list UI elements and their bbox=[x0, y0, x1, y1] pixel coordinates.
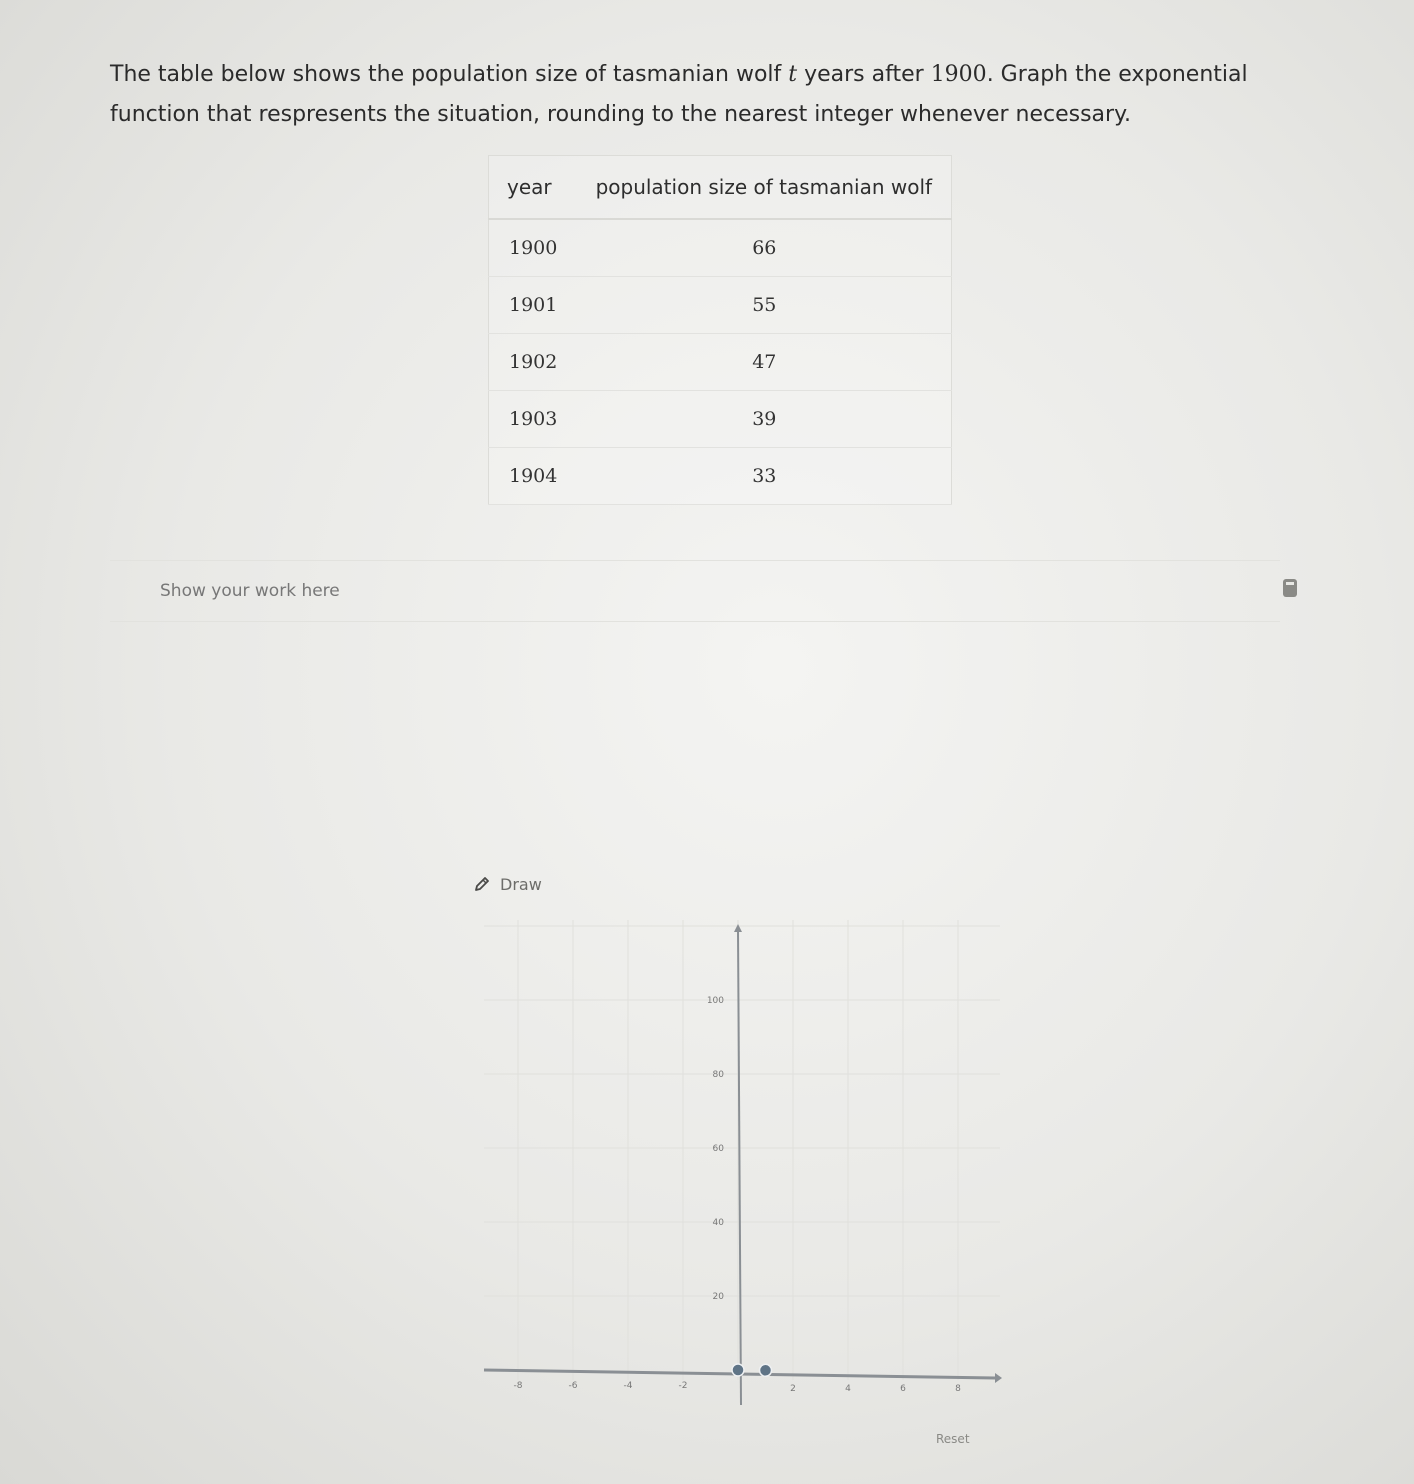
calculator-icon[interactable] bbox=[1283, 579, 1297, 597]
x-tick-label: -4 bbox=[623, 1381, 633, 1391]
cell-population: 55 bbox=[578, 277, 952, 334]
table-row bbox=[489, 277, 952, 334]
graph-area[interactable] bbox=[470, 910, 1030, 1420]
grid-lines bbox=[484, 920, 1000, 1380]
y-tick-label: 20 bbox=[712, 1292, 724, 1302]
y-tick-labels bbox=[707, 996, 724, 1302]
header-population: population size of tasmanian wolf bbox=[578, 156, 952, 220]
cell-population: 47 bbox=[578, 334, 952, 391]
x-tick-label: -8 bbox=[513, 1381, 523, 1391]
cell-population: 33 bbox=[578, 448, 952, 505]
x-tick-label: -6 bbox=[568, 1381, 578, 1391]
table-row bbox=[489, 448, 952, 505]
cell-year: 1901 bbox=[489, 277, 578, 334]
cell-year: 1902 bbox=[489, 334, 578, 391]
axes bbox=[484, 924, 1002, 1405]
x-tick-label: 2 bbox=[790, 1384, 796, 1394]
population-table bbox=[488, 155, 952, 505]
plotted-point[interactable] bbox=[732, 1364, 744, 1376]
coordinate-grid[interactable] bbox=[470, 910, 1030, 1420]
x-tick-labels bbox=[514, 1381, 962, 1394]
question-text bbox=[110, 55, 1290, 135]
header-year: year bbox=[489, 156, 578, 220]
plotted-point[interactable] bbox=[760, 1364, 772, 1376]
y-tick-label: 80 bbox=[712, 1070, 724, 1080]
pencil-icon bbox=[472, 874, 492, 894]
y-tick-label: 100 bbox=[706, 996, 724, 1006]
work-label: Show your work here bbox=[160, 581, 340, 601]
question-part-1: The table below shows the population size of tasmanian wolf bbox=[110, 62, 789, 87]
table-header-row bbox=[489, 156, 952, 220]
y-tick-label: 60 bbox=[712, 1144, 724, 1154]
x-tick-label: 8 bbox=[955, 1384, 961, 1394]
y-tick-label: 40 bbox=[712, 1218, 724, 1228]
draw-button[interactable] bbox=[458, 866, 556, 902]
cell-year: 1903 bbox=[489, 391, 578, 448]
cell-population: 39 bbox=[578, 391, 952, 448]
draw-label: Draw bbox=[500, 874, 542, 894]
cell-year: 1904 bbox=[489, 448, 578, 505]
cell-year: 1900 bbox=[489, 219, 578, 277]
table-row bbox=[489, 219, 952, 277]
x-tick-label: 6 bbox=[900, 1384, 906, 1394]
question-part-3: . Graph the exponential function that respresents the situation, rounding to the nearest integer whenever necessary. bbox=[110, 62, 1248, 127]
x-axis-arrow bbox=[995, 1373, 1002, 1383]
x-tick-label: -2 bbox=[678, 1381, 688, 1391]
cell-population: 66 bbox=[578, 219, 952, 277]
question-part-2: years after bbox=[797, 62, 931, 87]
table-row bbox=[489, 391, 952, 448]
work-area[interactable] bbox=[110, 560, 1280, 622]
x-tick-label: 4 bbox=[845, 1384, 851, 1394]
table-row bbox=[489, 334, 952, 391]
question-year: 1900 bbox=[930, 62, 987, 87]
reset-button[interactable]: Reset bbox=[936, 1432, 970, 1446]
y-axis-arrow bbox=[734, 924, 742, 932]
question-variable: t bbox=[788, 62, 798, 87]
